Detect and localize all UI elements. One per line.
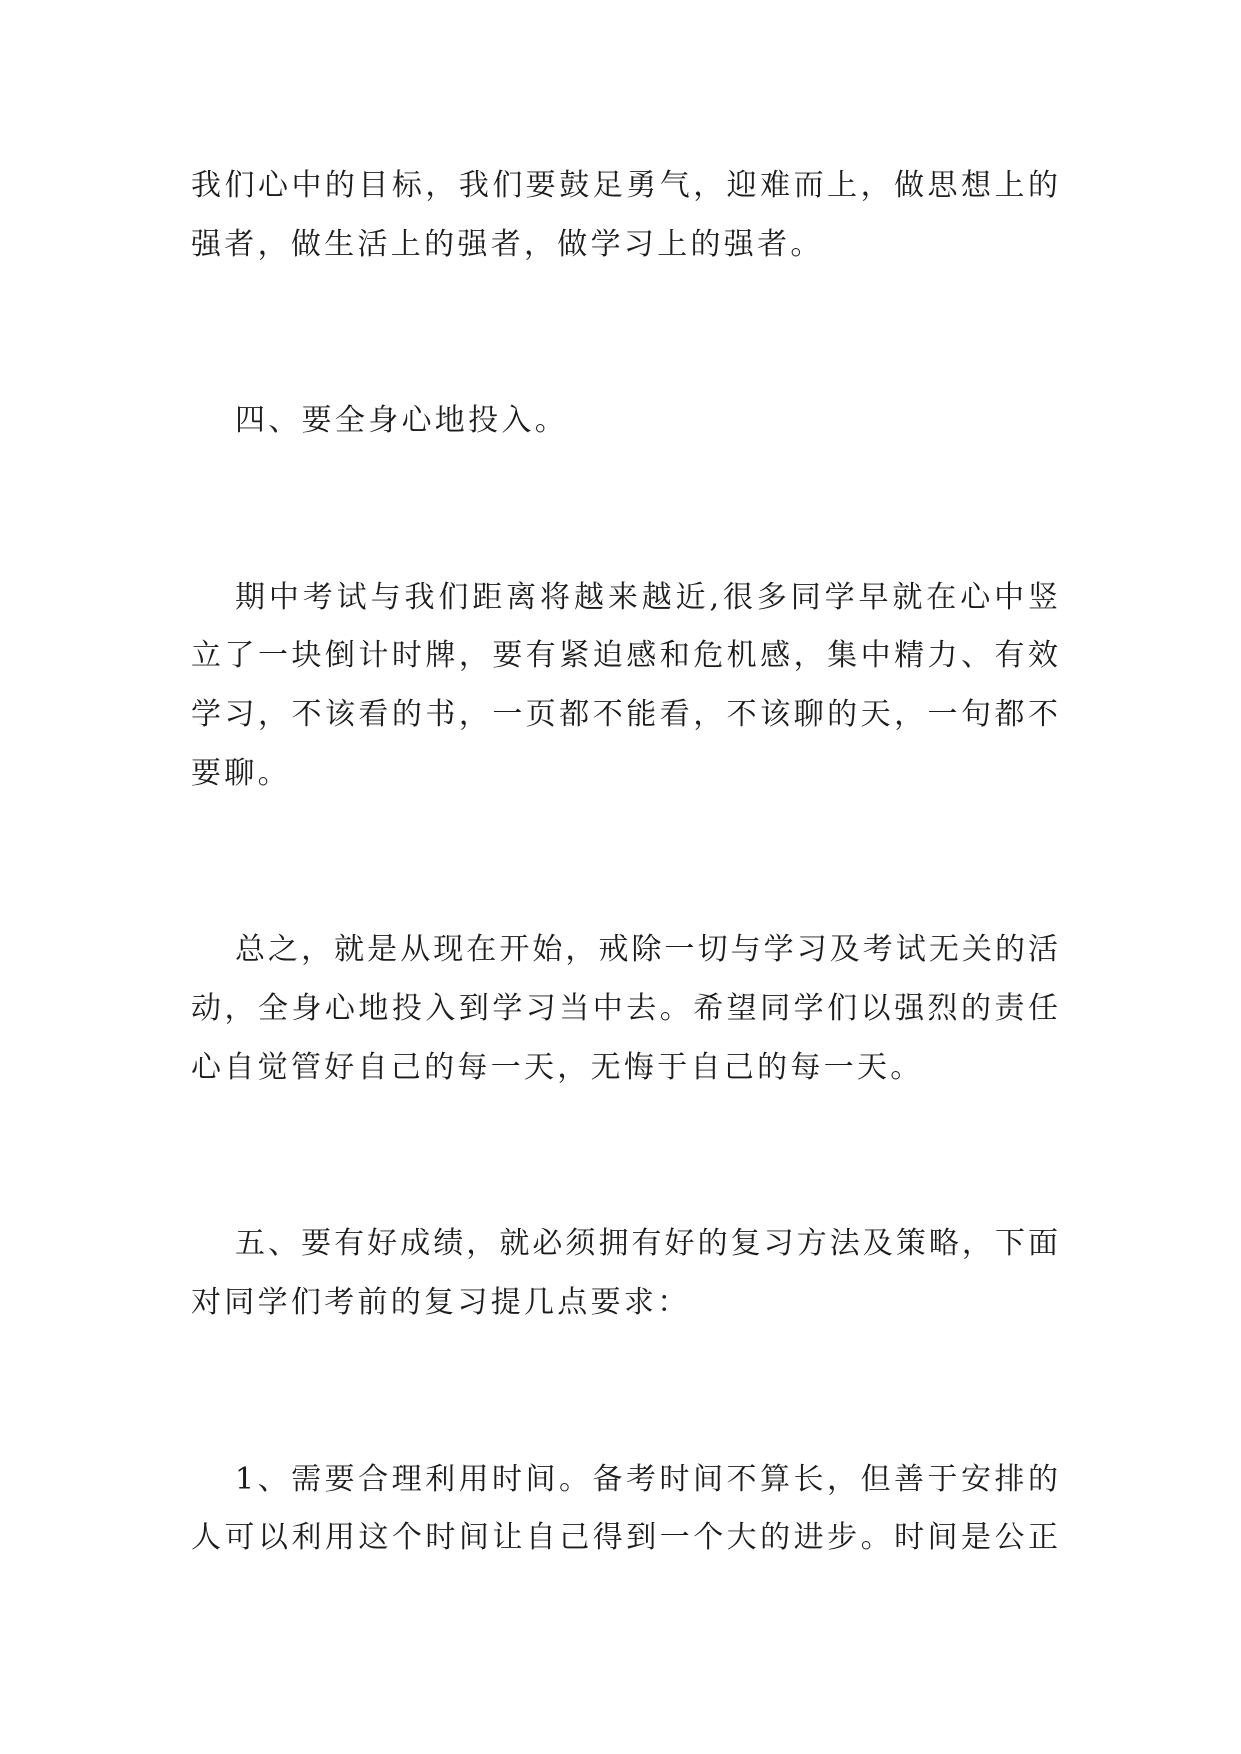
paragraph-summary (191, 921, 1058, 1097)
paragraph-continuation (191, 157, 1058, 275)
text-line: 我们心中的目标，我们要鼓足勇气，迎难而上，做思想上的 (191, 168, 1058, 203)
text-line: 强者，做生活上的强者，做学习上的强者。 (191, 226, 824, 262)
text-line: 期中考试与我们距离将越来越近,很多同学早就在心中竖 (235, 579, 1058, 615)
text-line: 四、要全身心地投入。 (235, 403, 568, 439)
paragraph-midterm-exam (191, 569, 1058, 804)
text-line: 立了一块倒计时牌，要有紧迫感和危机感，集中精力、有效 (191, 638, 1058, 674)
document-body (191, 157, 1058, 1568)
text-line: 要聊。 (191, 755, 291, 791)
text-line: 1、需要合理利用时间。备考时间不算长，但善于安排的 (235, 1461, 1058, 1497)
text-line: 心自觉管好自己的每一天，无悔于自己的每一天。 (191, 1049, 924, 1085)
text-line: 总之，就是从现在开始，戒除一切与学习及考试无关的活 (235, 932, 1058, 968)
text-line: 动，全身心地投入到学习当中去。希望同学们以强烈的责任 (191, 991, 1058, 1027)
text-line: 人可以利用这个时间让自己得到一个大的进步。时间是公正 (191, 1520, 1058, 1556)
section-heading-four (191, 392, 1058, 451)
text-line: 学习，不该看的书，一页都不能看，不该聊的天，一句都不 (191, 697, 1058, 733)
text-line: 对同学们考前的复习提几点要求： (191, 1285, 691, 1321)
text-line: 五、要有好成绩，就必须拥有好的复习方法及策略，下面 (235, 1226, 1058, 1262)
section-heading-five (191, 1215, 1058, 1333)
list-item-one (191, 1451, 1058, 1569)
